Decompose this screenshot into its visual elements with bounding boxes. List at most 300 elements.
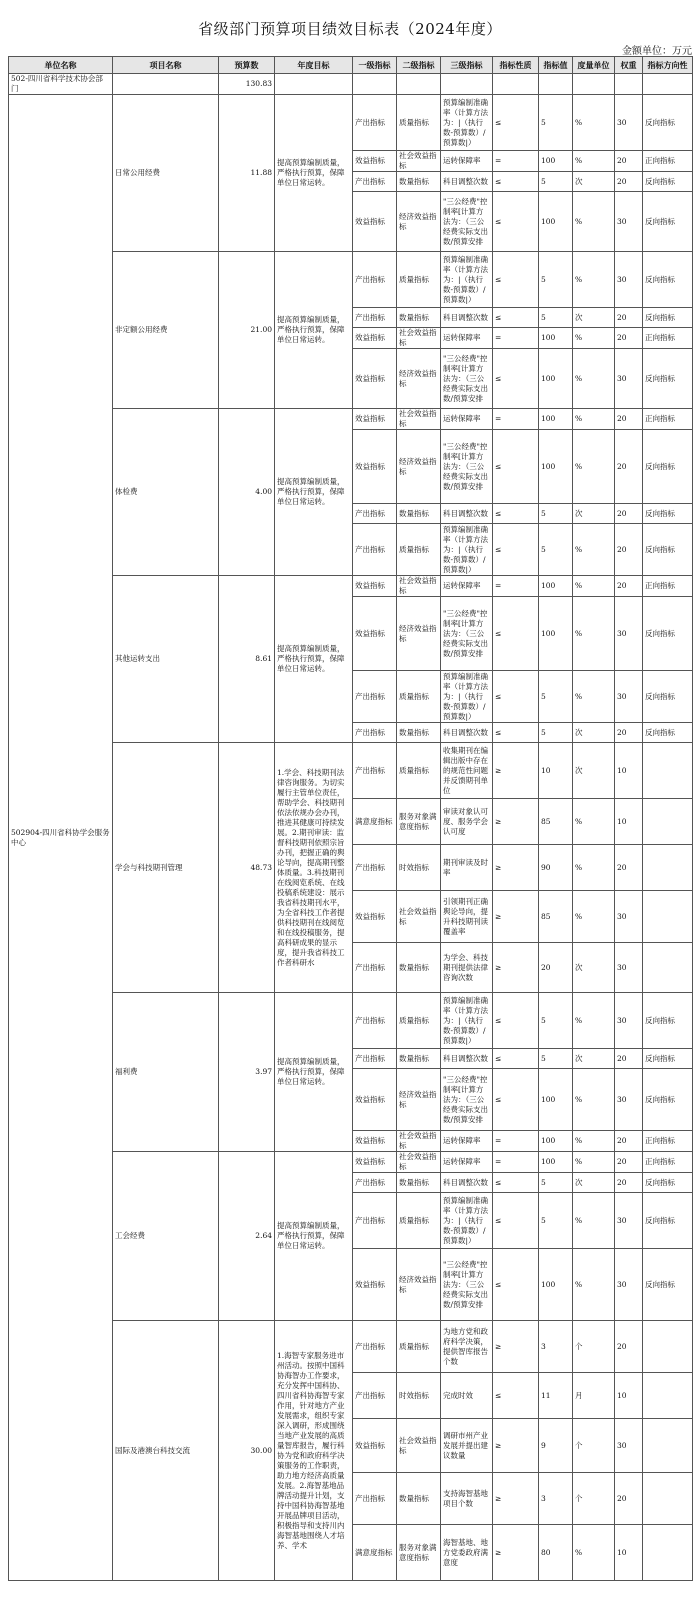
indicator-unit: % xyxy=(573,671,615,723)
project-annual-goal xyxy=(275,409,353,576)
indicator-unit: % xyxy=(573,993,615,1049)
col-header: 预算数 xyxy=(219,57,275,74)
indicator-unit: % xyxy=(573,597,615,671)
indicator-level3 xyxy=(441,671,493,723)
indicator-value: 5 xyxy=(539,95,573,151)
indicator-value: 3 xyxy=(539,1473,573,1525)
indicator-level3 xyxy=(441,799,493,845)
empty-cell xyxy=(275,74,353,95)
indicator-level1: 效益指标 xyxy=(353,349,397,409)
indicator-unit: 次 xyxy=(573,172,615,192)
indicator-level3 xyxy=(441,95,493,151)
indicator-value: 5 xyxy=(539,671,573,723)
indicator-level2: 数量指标 xyxy=(397,308,441,328)
indicator-level1: 满意度指标 xyxy=(353,799,397,845)
indicator-level3-text: 科目调整次数 xyxy=(443,508,488,518)
indicator-weight: 20 xyxy=(615,1049,643,1069)
indicator-unit: 次 xyxy=(573,308,615,328)
indicator-level2: 社会效益指标 xyxy=(397,576,441,597)
indicator-level2: 社会效益指标 xyxy=(397,409,441,430)
indicator-level3 xyxy=(441,723,493,743)
indicator-weight: 30 xyxy=(615,192,643,252)
indicator-value: 11 xyxy=(539,1373,573,1419)
indicator-level3 xyxy=(441,597,493,671)
indicator-nature: = xyxy=(493,328,539,349)
indicator-direction: 反向指标 xyxy=(643,524,693,576)
indicator-unit: 次 xyxy=(573,723,615,743)
indicator-level3-text: "三公经费"控制率[计算方法为：（三公经费实际支出数/预算安排 xyxy=(443,1259,488,1309)
indicator-level3 xyxy=(441,252,493,308)
indicator-level1: 效益指标 xyxy=(353,1131,397,1152)
indicator-level2: 数量指标 xyxy=(397,1049,441,1069)
indicator-nature: ≥ xyxy=(493,1525,539,1581)
indicator-level1: 效益指标 xyxy=(353,1419,397,1473)
indicator-unit: 次 xyxy=(573,1173,615,1193)
indicator-direction xyxy=(643,1525,693,1581)
indicator-level2: 经济效益指标 xyxy=(397,597,441,671)
indicator-nature: ≤ xyxy=(493,597,539,671)
indicator-level3 xyxy=(441,1069,493,1131)
indicator-direction: 反向指标 xyxy=(643,1069,693,1131)
indicator-level3-text: 海智基地、地方党委政府满意度 xyxy=(443,1537,488,1567)
indicator-level2: 数量指标 xyxy=(397,943,441,993)
project-budget: 3.97 xyxy=(219,993,275,1152)
indicator-value: 100 xyxy=(539,1249,573,1321)
indicator-value: 9 xyxy=(539,1419,573,1473)
project-annual-goal xyxy=(275,743,353,993)
indicator-weight: 20 xyxy=(615,1321,643,1373)
indicator-level3 xyxy=(441,524,493,576)
indicator-level3 xyxy=(441,151,493,172)
indicator-level3-text: 科目调整次数 xyxy=(443,312,488,322)
department-row xyxy=(9,74,693,95)
indicator-weight: 20 xyxy=(615,1152,643,1173)
indicator-level3 xyxy=(441,1152,493,1173)
indicator-weight: 20 xyxy=(615,576,643,597)
indicator-level3-text: 科目调整次数 xyxy=(443,1053,488,1063)
indicator-unit: 个 xyxy=(573,1321,615,1373)
indicator-level2: 经济效益指标 xyxy=(397,430,441,504)
indicator-level1: 效益指标 xyxy=(353,576,397,597)
indicator-level3-text: "三公经费"控制率[计算方法为：（三公经费实际支出数/预算安排 xyxy=(443,353,488,403)
indicator-level3 xyxy=(441,743,493,799)
indicator-level2: 质量指标 xyxy=(397,252,441,308)
project-budget: 2.64 xyxy=(219,1152,275,1321)
indicator-unit: 次 xyxy=(573,1049,615,1069)
indicator-direction xyxy=(643,1473,693,1525)
project-name: 日常公用经费 xyxy=(113,95,219,252)
indicator-unit: % xyxy=(573,845,615,891)
indicator-direction xyxy=(643,1373,693,1419)
indicator-weight: 20 xyxy=(615,504,643,524)
indicator-level3 xyxy=(441,172,493,192)
document-title: 省级部门预算项目绩效目标表（2024年度） xyxy=(198,20,502,38)
indicator-unit: % xyxy=(573,349,615,409)
project-name: 学会与科技期刊管理 xyxy=(113,743,219,993)
indicator-level3 xyxy=(441,1131,493,1152)
col-header: 一级指标 xyxy=(353,57,397,74)
indicator-level3-text: "三公经费"控制率[计算方法为：（三公经费实际支出数/预算安排 xyxy=(443,1074,488,1124)
indicator-unit: % xyxy=(573,151,615,172)
indicator-level1: 效益指标 xyxy=(353,192,397,252)
indicator-level2: 社会效益指标 xyxy=(397,891,441,943)
project-name: 其他运转支出 xyxy=(113,576,219,743)
indicator-direction: 反向指标 xyxy=(643,95,693,151)
indicator-level3-text: 运转保障率 xyxy=(443,156,481,165)
indicator-unit: % xyxy=(573,430,615,504)
indicator-nature: ≤ xyxy=(493,1173,539,1193)
indicator-level3-text: 运转保障率 xyxy=(443,1136,481,1145)
indicator-level3 xyxy=(441,1419,493,1473)
indicator-direction: 反向指标 xyxy=(643,172,693,192)
indicator-level2: 质量指标 xyxy=(397,524,441,576)
indicator-value: 100 xyxy=(539,1152,573,1173)
indicator-level3 xyxy=(441,1525,493,1581)
indicator-level1: 产出指标 xyxy=(353,524,397,576)
indicator-level2: 质量指标 xyxy=(397,993,441,1049)
empty-cell xyxy=(493,74,539,95)
indicator-level2: 数量指标 xyxy=(397,723,441,743)
indicator-weight: 20 xyxy=(615,1173,643,1193)
indicator-weight: 20 xyxy=(615,409,643,430)
indicator-value: 100 xyxy=(539,151,573,172)
indicator-level3-text: 预算编制准确率（计算方法为：|（执行数-预算数）/预算数|） xyxy=(443,524,488,574)
indicator-weight: 30 xyxy=(615,671,643,723)
indicator-weight: 30 xyxy=(615,349,643,409)
indicator-level3-text: 科目调整次数 xyxy=(443,727,488,737)
indicator-level2: 时效指标 xyxy=(397,845,441,891)
project-annual-goal xyxy=(275,252,353,409)
indicator-unit: 个 xyxy=(573,1419,615,1473)
indicator-weight: 30 xyxy=(615,597,643,671)
department-name: 502-四川省科学技术协会部门 xyxy=(9,74,113,95)
indicator-value: 85 xyxy=(539,799,573,845)
indicator-level2: 服务对象满意度指标 xyxy=(397,799,441,845)
indicator-nature: ≥ xyxy=(493,1419,539,1473)
indicator-level2: 社会效益指标 xyxy=(397,328,441,349)
empty-cell xyxy=(441,74,493,95)
indicator-level3 xyxy=(441,845,493,891)
indicator-level2: 经济效益指标 xyxy=(397,1069,441,1131)
indicator-level1: 效益指标 xyxy=(353,891,397,943)
indicator-unit: % xyxy=(573,891,615,943)
indicator-nature: ≤ xyxy=(493,723,539,743)
project-name: 福利费 xyxy=(113,993,219,1152)
indicator-unit: % xyxy=(573,1249,615,1321)
indicator-direction xyxy=(643,891,693,943)
indicator-level2: 质量指标 xyxy=(397,1193,441,1249)
project-budget: 4.00 xyxy=(219,409,275,576)
indicator-weight: 20 xyxy=(615,430,643,504)
indicator-value: 100 xyxy=(539,430,573,504)
indicator-level1: 效益指标 xyxy=(353,151,397,172)
indicator-level3-text: 预算编制准确率（计算方法为：|（执行数-预算数）/预算数|） xyxy=(443,671,488,721)
indicator-level1: 产出指标 xyxy=(353,504,397,524)
indicator-unit: % xyxy=(573,409,615,430)
indicator-value: 100 xyxy=(539,349,573,409)
indicator-level2: 质量指标 xyxy=(397,743,441,799)
indicator-weight: 30 xyxy=(615,1193,643,1249)
indicator-level3-text: 审读对象认可度、服务学会认可度 xyxy=(443,806,488,836)
indicator-nature: ≤ xyxy=(493,1193,539,1249)
indicator-value: 5 xyxy=(539,1049,573,1069)
indicator-level3 xyxy=(441,1473,493,1525)
department-budget: 130.83 xyxy=(219,74,275,95)
indicator-level3-text: 收集期刊在编辑出版中存在的规范性问题并反馈期刊单位 xyxy=(443,745,488,795)
project-annual-goal xyxy=(275,1321,353,1581)
indicator-level1: 效益指标 xyxy=(353,430,397,504)
indicator-level3 xyxy=(441,1173,493,1193)
indicator-direction: 反向指标 xyxy=(643,192,693,252)
col-header: 指标值 xyxy=(539,57,573,74)
indicator-direction xyxy=(643,1321,693,1373)
indicator-level3 xyxy=(441,1049,493,1069)
project-annual-goal-text: 提高预算编制质量，严格执行预算，保障单位日常运转。 xyxy=(277,158,345,187)
indicator-level3-text: "三公经费"控制率[计算方法为：（三公经费实际支出数/预算安排 xyxy=(443,608,488,658)
indicator-value: 5 xyxy=(539,723,573,743)
indicator-direction xyxy=(643,845,693,891)
indicator-value: 100 xyxy=(539,1069,573,1131)
indicator-nature: ≥ xyxy=(493,743,539,799)
indicator-level1: 效益指标 xyxy=(353,1249,397,1321)
indicator-level3-text: 运转保障率 xyxy=(443,581,481,590)
indicator-level3-text: 运转保障率 xyxy=(443,1157,481,1166)
indicator-direction: 反向指标 xyxy=(643,308,693,328)
indicator-weight: 20 xyxy=(615,172,643,192)
indicator-unit: % xyxy=(573,1193,615,1249)
project-name: 体检费 xyxy=(113,409,219,576)
indicator-nature: ≤ xyxy=(493,1373,539,1419)
indicator-value: 100 xyxy=(539,328,573,349)
indicator-nature: ≤ xyxy=(493,1069,539,1131)
indicator-unit: % xyxy=(573,1131,615,1152)
indicator-value: 100 xyxy=(539,192,573,252)
col-header: 项目名称 xyxy=(113,57,219,74)
indicator-level3-text: 完成时效 xyxy=(443,1390,473,1400)
indicator-level3-text: 调研市州产业发展并提出建议数量 xyxy=(443,1430,488,1460)
indicator-unit: % xyxy=(573,576,615,597)
indicator-level3-text: 期刊审读及时率 xyxy=(443,857,488,877)
indicator-weight: 20 xyxy=(615,308,643,328)
indicator-nature: ≥ xyxy=(493,799,539,845)
empty-cell xyxy=(397,74,441,95)
empty-cell xyxy=(643,74,693,95)
project-name: 非定额公用经费 xyxy=(113,252,219,409)
indicator-nature: ≤ xyxy=(493,95,539,151)
indicator-level2: 数量指标 xyxy=(397,172,441,192)
indicator-unit: % xyxy=(573,524,615,576)
indicator-level3 xyxy=(441,943,493,993)
indicator-row xyxy=(9,95,693,151)
indicator-direction: 正向指标 xyxy=(643,576,693,597)
unit-name: 502904-四川省科协学会服务中心 xyxy=(9,95,113,1581)
indicator-level1: 产出指标 xyxy=(353,743,397,799)
indicator-unit: % xyxy=(573,799,615,845)
indicator-level2: 经济效益指标 xyxy=(397,349,441,409)
indicator-level1: 产出指标 xyxy=(353,993,397,1049)
indicator-nature: ≤ xyxy=(493,524,539,576)
indicator-direction: 反向指标 xyxy=(643,349,693,409)
col-header: 年度目标 xyxy=(275,57,353,74)
indicator-level3 xyxy=(441,1193,493,1249)
indicator-level3-text: 预算编制准确率（计算方法为：|（执行数-预算数）/预算数|） xyxy=(443,97,488,147)
col-header: 单位名称 xyxy=(9,57,113,74)
indicator-direction: 反向指标 xyxy=(643,671,693,723)
indicator-unit: % xyxy=(573,328,615,349)
indicator-nature: ≥ xyxy=(493,1473,539,1525)
project-name: 工会经费 xyxy=(113,1152,219,1321)
indicator-level3-text: 预算编制准确率（计算方法为：|（执行数-预算数）/预算数|） xyxy=(443,1195,488,1245)
indicator-value: 20 xyxy=(539,943,573,993)
indicator-level1: 效益指标 xyxy=(353,1152,397,1173)
project-budget: 11.88 xyxy=(219,95,275,252)
indicator-level3-text: 为地方党和政府科学决策，提供智库报告个数 xyxy=(443,1326,488,1366)
indicator-level2: 质量指标 xyxy=(397,95,441,151)
empty-cell xyxy=(615,74,643,95)
indicator-weight: 20 xyxy=(615,723,643,743)
empty-cell xyxy=(539,74,573,95)
indicator-level3 xyxy=(441,504,493,524)
indicator-value: 100 xyxy=(539,576,573,597)
indicator-weight: 20 xyxy=(615,1473,643,1525)
indicator-level1: 产出指标 xyxy=(353,1173,397,1193)
indicator-level2: 数量指标 xyxy=(397,504,441,524)
col-header: 指标方向性 xyxy=(643,57,693,74)
indicator-direction xyxy=(643,943,693,993)
empty-cell xyxy=(113,74,219,95)
project-annual-goal-text: 提高预算编制质量，严格执行预算，保障单位日常运转。 xyxy=(277,644,345,673)
indicator-nature: = xyxy=(493,576,539,597)
indicator-level3 xyxy=(441,1249,493,1321)
col-header: 指标性质 xyxy=(493,57,539,74)
indicator-level1: 产出指标 xyxy=(353,723,397,743)
indicator-weight: 10 xyxy=(615,743,643,799)
indicator-level2: 社会效益指标 xyxy=(397,1131,441,1152)
indicator-level1: 产出指标 xyxy=(353,172,397,192)
indicator-nature: = xyxy=(493,1131,539,1152)
indicator-value: 5 xyxy=(539,252,573,308)
project-annual-goal xyxy=(275,576,353,743)
indicator-value: 5 xyxy=(539,504,573,524)
indicator-weight: 20 xyxy=(615,845,643,891)
indicator-value: 5 xyxy=(539,1173,573,1193)
indicator-value: 3 xyxy=(539,1321,573,1373)
indicator-nature: ≥ xyxy=(493,1321,539,1373)
project-budget: 48.73 xyxy=(219,743,275,993)
indicator-level2: 时效指标 xyxy=(397,1373,441,1419)
indicator-direction: 正向指标 xyxy=(643,1152,693,1173)
indicator-direction: 正向指标 xyxy=(643,328,693,349)
indicator-level2: 数量指标 xyxy=(397,1473,441,1525)
indicator-nature: ≤ xyxy=(493,430,539,504)
indicator-direction: 反向指标 xyxy=(643,597,693,671)
indicator-value: 5 xyxy=(539,172,573,192)
indicator-nature: ≥ xyxy=(493,943,539,993)
indicator-direction xyxy=(643,1419,693,1473)
indicator-direction: 正向指标 xyxy=(643,409,693,430)
indicator-nature: ≤ xyxy=(493,172,539,192)
indicator-nature: ≤ xyxy=(493,993,539,1049)
indicator-weight: 20 xyxy=(615,1131,643,1152)
indicator-nature: = xyxy=(493,151,539,172)
indicator-nature: ≤ xyxy=(493,308,539,328)
indicator-level1: 产出指标 xyxy=(353,671,397,723)
indicator-unit: % xyxy=(573,1525,615,1581)
indicator-direction: 反向指标 xyxy=(643,1193,693,1249)
indicator-level3 xyxy=(441,430,493,504)
indicator-nature: ≤ xyxy=(493,1249,539,1321)
indicator-value: 5 xyxy=(539,524,573,576)
indicator-weight: 30 xyxy=(615,891,643,943)
indicator-value: 80 xyxy=(539,1525,573,1581)
unit-label: 金额单位：万元 xyxy=(622,46,692,57)
indicator-unit: 月 xyxy=(573,1373,615,1419)
indicator-level3 xyxy=(441,328,493,349)
indicator-value: 100 xyxy=(539,409,573,430)
indicator-weight: 20 xyxy=(615,328,643,349)
project-name: 国际及港澳台科技交流 xyxy=(113,1321,219,1581)
indicator-nature: ≤ xyxy=(493,252,539,308)
indicator-weight: 30 xyxy=(615,1069,643,1131)
indicator-level3-text: 科目调整次数 xyxy=(443,1177,488,1187)
indicator-weight: 10 xyxy=(615,1373,643,1419)
indicator-nature: ≤ xyxy=(493,192,539,252)
indicator-level1: 产出指标 xyxy=(353,252,397,308)
project-annual-goal-text: 提高预算编制质量，严格执行预算，保障单位日常运转。 xyxy=(277,477,345,506)
indicator-level2: 数量指标 xyxy=(397,1173,441,1193)
indicator-level2: 质量指标 xyxy=(397,671,441,723)
indicator-direction: 正向指标 xyxy=(643,1131,693,1152)
indicator-value: 5 xyxy=(539,993,573,1049)
indicator-level3 xyxy=(441,1373,493,1419)
indicator-level2: 经济效益指标 xyxy=(397,1249,441,1321)
indicator-direction: 反向指标 xyxy=(643,1173,693,1193)
indicator-nature: ≥ xyxy=(493,845,539,891)
indicator-direction: 反向指标 xyxy=(643,1249,693,1321)
project-annual-goal xyxy=(275,1152,353,1321)
indicator-weight: 30 xyxy=(615,1249,643,1321)
col-header: 度量单位 xyxy=(573,57,615,74)
indicator-level1: 产出指标 xyxy=(353,1321,397,1373)
indicator-unit: 次 xyxy=(573,743,615,799)
indicator-level1: 满意度指标 xyxy=(353,1525,397,1581)
indicator-level3-text: 运转保障率 xyxy=(443,414,481,423)
indicator-level3 xyxy=(441,891,493,943)
indicator-nature: ≤ xyxy=(493,1049,539,1069)
indicator-nature: ≥ xyxy=(493,891,539,943)
indicator-level3-text: 预算编制准确率（计算方法为：|（执行数-预算数）/预算数|） xyxy=(443,995,488,1045)
indicator-unit: 次 xyxy=(573,943,615,993)
project-annual-goal-text: 1.学会、科技期刊法律咨询服务。为切实履行主管单位责任，帮助学会、科技期刊依法依规办会办刊，推进其健康可持续发展。2.期刊审读：监督科技期刊依照宗旨办刊，把握正确的舆论导向，提高期刊整体质量。3.科技期刊在线阅览系统、在线投稿系统建设：展示我省科技期刊水平，为全省科技工作者提供科技期刊在线阅览和在线投稿服务，提高科研成果的显示度，提升我省科技工作者科研水 xyxy=(277,767,345,967)
indicator-value: 5 xyxy=(539,1193,573,1249)
indicator-level2: 社会效益指标 xyxy=(397,151,441,172)
indicator-unit: % xyxy=(573,95,615,151)
indicator-weight: 10 xyxy=(615,1525,643,1581)
indicator-direction: 反向指标 xyxy=(643,504,693,524)
indicator-level1: 效益指标 xyxy=(353,597,397,671)
indicator-level1: 产出指标 xyxy=(353,943,397,993)
empty-cell xyxy=(353,74,397,95)
indicator-level1: 产出指标 xyxy=(353,845,397,891)
indicator-nature: ≤ xyxy=(493,504,539,524)
col-header: 三级指标 xyxy=(441,57,493,74)
indicator-direction xyxy=(643,799,693,845)
indicator-value: 90 xyxy=(539,845,573,891)
indicator-level1: 产出指标 xyxy=(353,308,397,328)
indicator-level3 xyxy=(441,993,493,1049)
project-budget: 8.61 xyxy=(219,576,275,743)
indicator-direction: 反向指标 xyxy=(643,252,693,308)
